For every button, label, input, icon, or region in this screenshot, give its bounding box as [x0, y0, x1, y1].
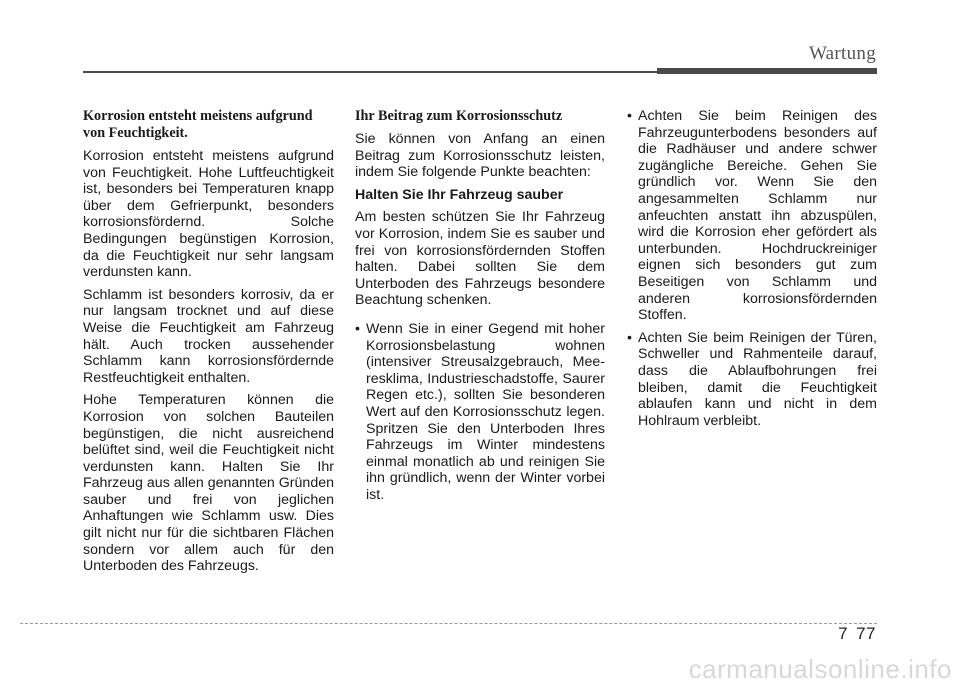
bullet-item: • Wenn Sie in einer Gegend mit hoher Korrosionsbelastung wohnen (intensiver Streusalzgebrauch, Mee-resklima, Industrieschadstoffe, Saurer Regen etc.), sollten Sie besonderen Wert auf den Korrosionsschutz legen. Spritzen Sie den Unterboden Ihres Fahrzeugs im Winter mindestens einmal monatlich ab und reinigen Sie ihn gründlich, wenn der Winter vorbei ist.: [355, 321, 605, 504]
column-middle: [355, 108, 605, 509]
watermark: carmanualsonline.info: [688, 654, 952, 684]
header-rule-accent: [657, 68, 877, 74]
clean-vehicle-subheading: Halten Sie Ihr Fahrzeug sauber: [355, 186, 564, 203]
column-right: [627, 108, 877, 435]
footer-rule: [20, 623, 877, 624]
page-number: [838, 624, 876, 644]
paragraph: Schlamm ist besonders korrosiv, da er nur langsam trocknet und auf diese Weise die Feuchtigkeit am Fahrzeug hält. Auch trocken aussehender Schlamm kann korrosionsfördernde Restfeuchtigkeit enthalten.: [83, 286, 334, 386]
column-left: [83, 108, 334, 581]
corrosion-heading: Korrosion entsteht meistens aufgrund von Feuchtigkeit.: [83, 108, 313, 141]
page-number-value: 77: [856, 624, 876, 643]
paragraph: Korrosion entsteht meistens aufgrund von Feuchtigkeit. Hohe Luftfeuchtigkeit ist, besonders bei Temperaturen knapp über dem Gefrierpunkt, besonders korrosionsfördernd. Solche Bedingungen begünstigen Korrosion, da die Feuchtigkeit nur sehr langsam verdunsten kann.: [83, 148, 334, 281]
chapter-number: 7: [838, 624, 849, 643]
protection-heading: Ihr Beitrag zum Korrosionsschutz: [355, 108, 563, 124]
section-title: Wartung: [808, 43, 876, 64]
bullet-item: • Achten Sie beim Reinigen der Türen, Schweller und Rahmenteile darauf, dass die Ablaufbohrungen frei bleiben, damit die Feuchtigkeit ablaufen kann und nicht in dem Hohlraum verbleibt.: [627, 330, 877, 430]
bullet-item: • Achten Sie beim Reinigen des Fahrzeugunterbodens besonders auf die Radhäuser und andere schwer zugängliche Bereiche. Gehen Sie gründlich vor. Wenn Sie den angesammelten Schlamm nur anfeuchten anstatt ihn abzuspülen, wird die Korrosion eher gefördert als unterbunden. Hochdruckreiniger eignen sich besonders gut zum Beseitigen von Schlamm und anderen korrosionsfördernden Stoffen.: [627, 108, 877, 324]
paragraph: Hohe Temperaturen können die Korrosion von solchen Bauteilen begünstigen, die nicht ausreichend belüftet sind, weil die Feuchtigkeit nicht verdunsten kann. Halten Sie Ihr Fahrzeug aus allen genannten Gründen sauber und frei von jeglichen Anhaftungen wie Schlamm usw. Dies gilt nicht nur für die sichtbaren Flächen sondern vor allem auch für den Unterboden des Fahrzeugs.: [83, 392, 334, 575]
paragraph: Sie können von Anfang an einen Beitrag zum Korrosionsschutz leisten, indem Sie folgende Punkte beachten:: [355, 131, 605, 181]
bullet-list: [627, 108, 877, 429]
paragraph: Am besten schützen Sie Ihr Fahrzeug vor Korrosion, indem Sie es sauber und frei von korrosionsfördernden Stoffen halten. Dabei sollten Sie dem Unterboden des Fahrzeugs besondere Beachtung schenken.: [355, 209, 605, 309]
header-rule: [83, 71, 657, 73]
bullet-list: [355, 321, 605, 504]
